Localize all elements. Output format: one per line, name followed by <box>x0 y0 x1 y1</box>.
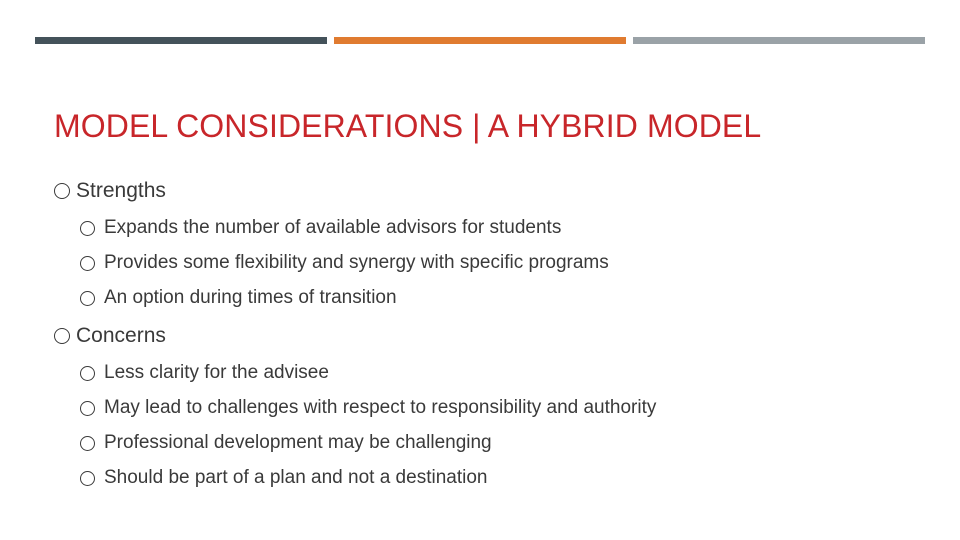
list-item-text: Should be part of a plan and not a destination <box>104 467 488 488</box>
circle-bullet-icon <box>54 183 70 199</box>
header-bar-gray <box>633 37 925 44</box>
list-item-text: May lead to challenges with respect to responsibility and authority <box>104 397 657 418</box>
list-item-text: Professional development may be challenging <box>104 432 492 453</box>
list-item-text: Provides some flexibility and synergy with specific programs <box>104 252 609 273</box>
circle-bullet-icon <box>80 221 95 236</box>
section-heading-concerns <box>54 323 166 349</box>
circle-bullet-icon <box>54 328 70 344</box>
slide-title: MODEL CONSIDERATIONS | A HYBRID MODEL <box>54 108 762 144</box>
list-item-text: An option during times of transition <box>104 287 397 308</box>
list-item <box>80 431 492 455</box>
list-item <box>80 286 397 310</box>
circle-bullet-icon <box>80 436 95 451</box>
header-bar-orange <box>334 37 626 44</box>
list-item-text: Less clarity for the advisee <box>104 362 329 383</box>
circle-bullet-icon <box>80 291 95 306</box>
list-item-text: Expands the number of available advisors for students <box>104 217 562 238</box>
section-heading-label: Strengths <box>76 179 166 202</box>
list-item <box>80 396 656 420</box>
section-heading-strengths <box>54 178 166 204</box>
circle-bullet-icon <box>80 366 95 381</box>
section-heading-label: Concerns <box>76 324 166 347</box>
circle-bullet-icon <box>80 471 95 486</box>
list-item <box>80 216 561 240</box>
list-item <box>80 361 329 385</box>
list-item <box>80 466 487 490</box>
list-item <box>80 251 609 275</box>
header-bar-dark <box>35 37 327 44</box>
circle-bullet-icon <box>80 256 95 271</box>
circle-bullet-icon <box>80 401 95 416</box>
